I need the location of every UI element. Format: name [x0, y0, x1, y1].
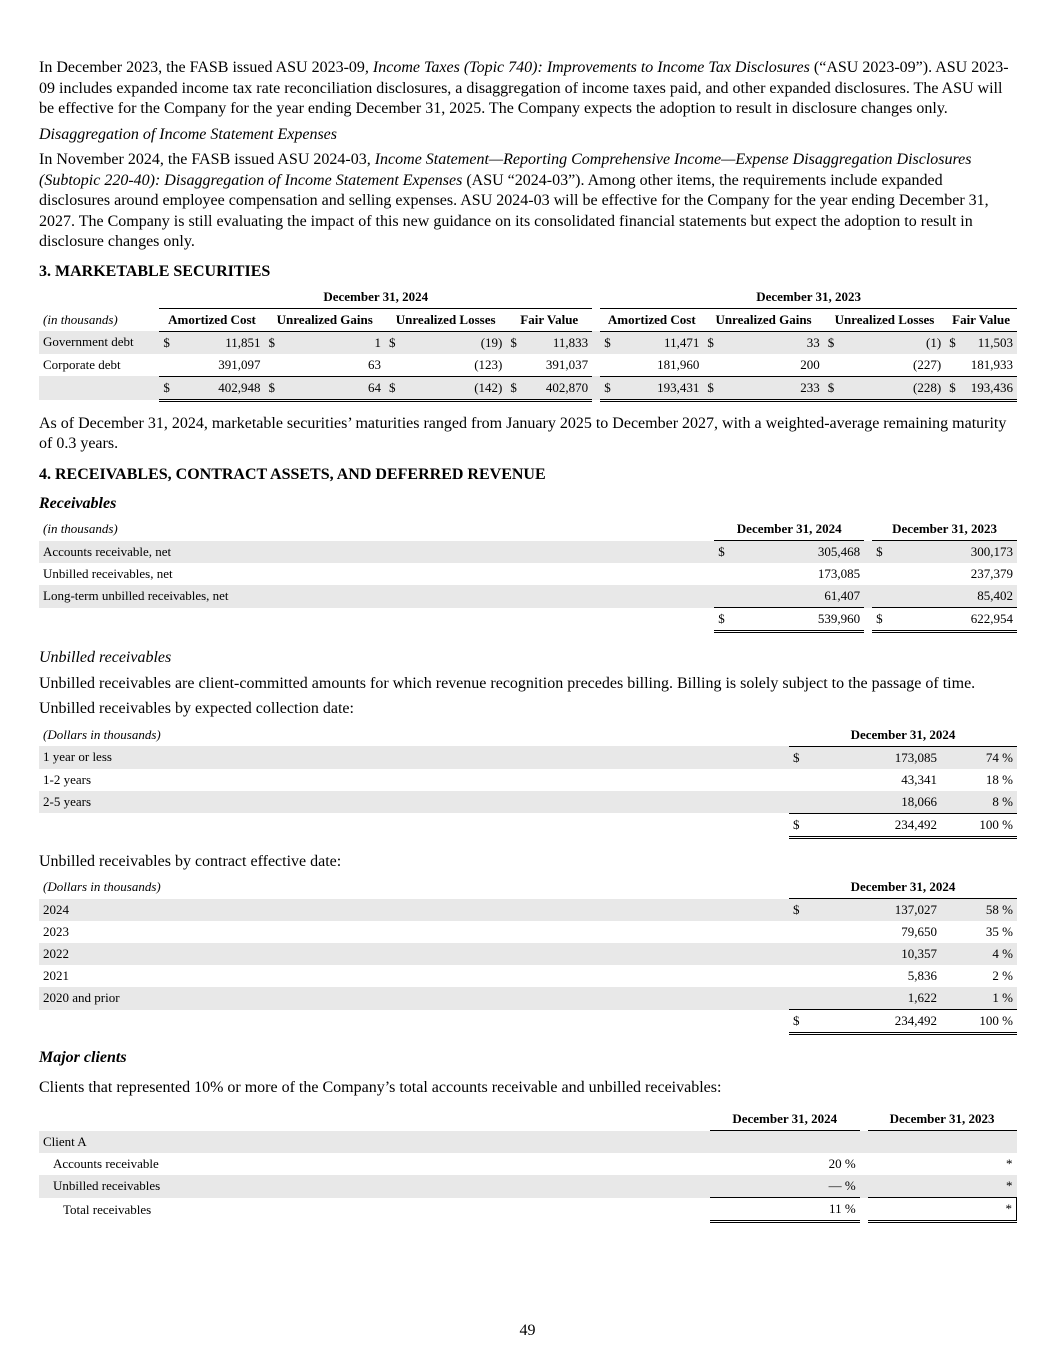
asu-2023-09-paragraph: In December 2023, the FASB issued ASU 2023-09, Income Taxes (Topic 740): Improvements to Income Tax Disclosures (“ASU 2023-09”). ASU 2023-09 includes expanded income tax rate reconciliation disclosures, a disaggregation of income taxes paid, and other expanded disclosures. The ASU will be effective for the Company for the year ending December 31, 2025. The Company expects the adoption to result in disclosure changes only.	[39, 59, 1009, 117]
receivables-heading: Receivables	[39, 494, 117, 512]
col-dec-2023: December 31, 2023	[872, 518, 1017, 541]
period-2024-header: December 31, 2024	[159, 286, 592, 309]
col-dec-2024: December 31, 2024	[789, 876, 1017, 899]
unbilled-description: Unbilled receivables are client-committed amounts for which revenue recognition precedes billing. Billing is solely subject to the passage of time.	[39, 674, 976, 692]
col-dec-2024: December 31, 2024	[714, 518, 864, 541]
table-row: Corporate debt 391,097 63 (123) 391,037 181,960 200 (227) 181,933	[43, 356, 1013, 372]
units-label: (Dollars in thousands)	[43, 726, 161, 742]
document-page	[39, 58, 1017, 1223]
table-row: 2022 10,357 4 %	[39, 943, 1017, 965]
units-label: (in thousands)	[43, 311, 118, 327]
total-row: $ 402,948 $ 64 $ (142) $ 402,870 $ 193,431 $ 233 $ (228) $ 193,436	[39, 376, 1017, 400]
units-label: (in thousands)	[43, 521, 118, 537]
col-amortized-cost: Amortized Cost	[159, 308, 264, 331]
page-number: 49	[519, 1322, 536, 1339]
by-effective-title: Unbilled receivables by contract effective date:	[39, 852, 342, 870]
col-dec-2024: December 31, 2024	[789, 724, 1017, 747]
col-unrealized-gains: Unrealized Gains	[265, 308, 385, 331]
collection-date-table	[39, 724, 1017, 839]
table-row: Unbilled receivables, net 173,085 237,379	[43, 566, 1013, 581]
table-row: Client A	[39, 1131, 1017, 1154]
major-clients-table	[39, 1108, 1017, 1223]
table-row: 2021 5,836 2 %	[43, 968, 1013, 983]
total-row: $ 234,492 100 %	[39, 813, 1017, 837]
effective-date-table	[39, 876, 1017, 1035]
marketable-securities-table	[39, 286, 1017, 402]
table-row: 2024 $ 137,027 58 %	[39, 899, 1017, 922]
col-unrealized-gains: Unrealized Gains	[703, 308, 823, 331]
table-row: 2020 and prior 1,622 1 %	[39, 987, 1017, 1010]
col-fair-value: Fair Value	[506, 308, 592, 331]
receivables-table	[39, 518, 1017, 633]
unbilled-subheading: Unbilled receivables	[39, 649, 172, 666]
table-row: Accounts receivable, net $ 305,468 $ 300,173	[39, 541, 1017, 564]
asu-2024-03-paragraph: In November 2024, the FASB issued ASU 2024-03, Income Statement—Reporting Comprehensive Income—Expense Disaggregation Disclosures (Subtopic 220-40): Disaggregation of Income Statement Expenses (ASU “2024-03”). Among other items, the requirements include expanded disclosures around employee compensation and selling expenses. ASU 2024-03 will be effective for the Company for the year ending December 31, 2027. The Company is still evaluating the impact of this new guidance on its consolidated financial statements but expect the adoption to result in disclosure changes only.	[39, 151, 989, 250]
col-dec-2024: December 31, 2024	[710, 1108, 860, 1131]
total-row: $ 234,492 100 %	[39, 1010, 1017, 1034]
maturity-note: As of December 31, 2024, marketable securities’ maturities ranged from January 2025 to December 2027, with a weighted-average remaining maturity of 0.3 years.	[39, 414, 1007, 452]
period-2023-header: December 31, 2023	[600, 286, 1017, 309]
sec3-heading: 3. MARKETABLE SECURITIES	[39, 262, 271, 280]
sec4-heading: 4. RECEIVABLES, CONTRACT ASSETS, AND DEFERRED REVENUE	[39, 465, 546, 483]
col-fair-value: Fair Value	[945, 308, 1017, 331]
units-label: (Dollars in thousands)	[43, 879, 161, 895]
table-row: Accounts receivable 20 % *	[53, 1156, 1013, 1171]
total-row: Total receivables 11 % *	[39, 1198, 1017, 1222]
col-unrealized-losses: Unrealized Losses	[385, 308, 506, 331]
table-row: 1-2 years 43,341 18 %	[43, 771, 1013, 787]
table-row: 2023 79,650 35 %	[43, 924, 1013, 939]
table-row: 1 year or less $ 173,085 74 %	[39, 746, 1017, 769]
table-row: Government debt $ 11,851 $ 1 $ (19) $ 11,833 $ 11,471 $ 33 $ (1) $ 11,503	[39, 331, 1017, 354]
major-clients-heading: Major clients	[39, 1049, 127, 1066]
disaggregation-subheading: Disaggregation of Income Statement Expenses	[39, 125, 338, 143]
total-row: $ 539,960 $ 622,954	[39, 608, 1017, 632]
table-row: 2-5 years 18,066 8 %	[39, 791, 1017, 814]
major-clients-description: Clients that represented 10% or more of the Company’s total accounts receivable and unbilled receivables:	[39, 1078, 722, 1096]
by-collection-title: Unbilled receivables by expected collection date:	[39, 700, 354, 717]
col-dec-2023: December 31, 2023	[868, 1108, 1017, 1131]
table-row: Long-term unbilled receivables, net 61,407 85,402	[39, 585, 1017, 608]
col-amortized-cost: Amortized Cost	[600, 308, 703, 331]
col-unrealized-losses: Unrealized Losses	[824, 308, 945, 331]
table-row: Unbilled receivables — % *	[39, 1175, 1017, 1198]
